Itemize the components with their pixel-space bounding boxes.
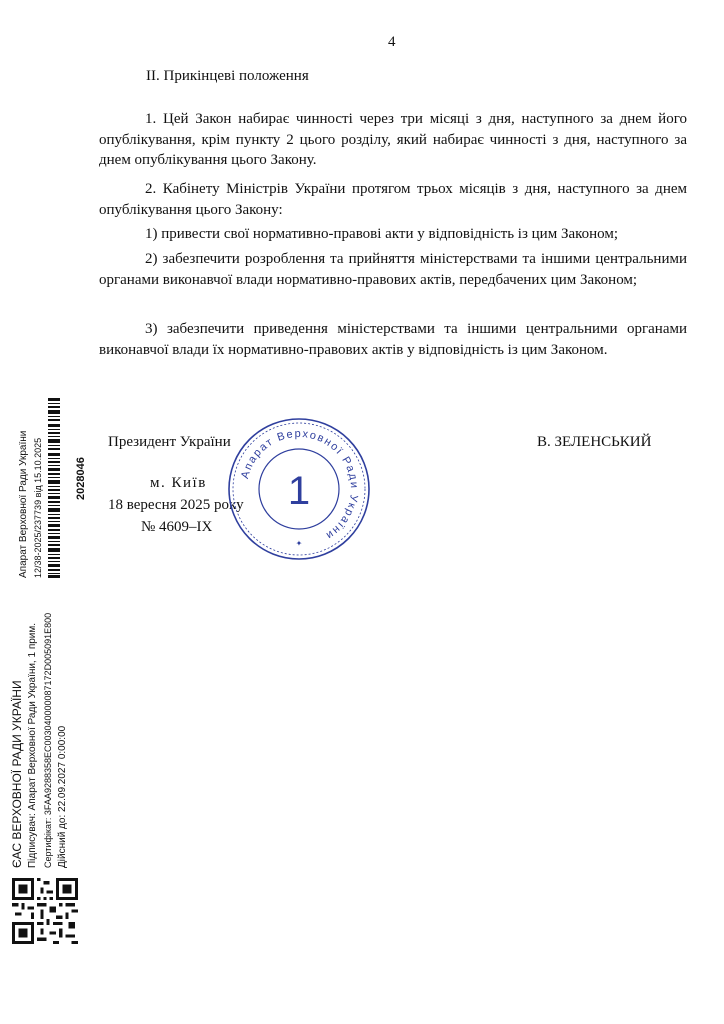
signatory-position: Президент України: [108, 434, 231, 450]
signing-city: м. Київ: [150, 475, 207, 491]
barcode-number: 2028046: [75, 457, 87, 500]
paragraph-5: 3) забезпечити приведення міністерствами та іншими центральними органами виконавчої влади їх нормативно-правових актів у відповідність із цим Законом.: [99, 321, 687, 358]
registration-number: 12/38-2025/237739 від 15.10.2025: [33, 437, 43, 578]
law-number: № 4609–IX: [141, 519, 213, 535]
stamp-star-icon: ✦: [295, 539, 303, 548]
esign-system: ЄАС ВЕРХОВНОЇ РАДИ УКРАЇНИ: [10, 680, 24, 868]
esign-valid-until: Дійсний до: 22.09.2027 0:00:00: [57, 725, 68, 868]
paragraph-4: 2) забезпечити розроблення та прийняття міністерствами та іншими центральними органами виконавчої влади нормативно-правових актів, передбачених цим Законом;: [99, 251, 687, 288]
paragraph-3: 1) привести свої нормативно-правові акти у відповідність із цим Законом;: [145, 226, 619, 242]
paragraph-2: 2. Кабінету Міністрів України протягом трьох місяців з дня, наступного за днем опублікування цього Закону:: [99, 181, 687, 218]
signatory-name: В. ЗЕЛЕНСЬКИЙ: [537, 434, 652, 450]
esign-signer: Підписувач: Апарат Верховної Ради України, 1 прим.: [27, 622, 38, 868]
official-stamp: [226, 416, 372, 562]
page-number: 4: [388, 34, 396, 50]
section-title: ІІ. Прикінцеві положення: [146, 68, 309, 84]
stamp-number: 1: [287, 469, 311, 513]
esign-certificate: Сертифікат: 3FAA9288358EC003040000087172D005091E800: [43, 612, 53, 868]
registration-office: Апарат Верховної Ради України: [18, 430, 29, 578]
qr-code-icon: [12, 878, 78, 944]
signing-date: 18 вересня 2025 року: [108, 497, 244, 513]
paragraph-1: 1. Цей Закон набирає чинності через три місяці з дня, наступного за днем його опублікування, крім пункту 2 цього розділу, який набирає чинності з дня, наступного за днем опублікування цього Закону.: [99, 111, 687, 168]
stamp-text: Апарат Верховної Ради України: [239, 427, 361, 543]
barcode-icon: [48, 398, 60, 578]
